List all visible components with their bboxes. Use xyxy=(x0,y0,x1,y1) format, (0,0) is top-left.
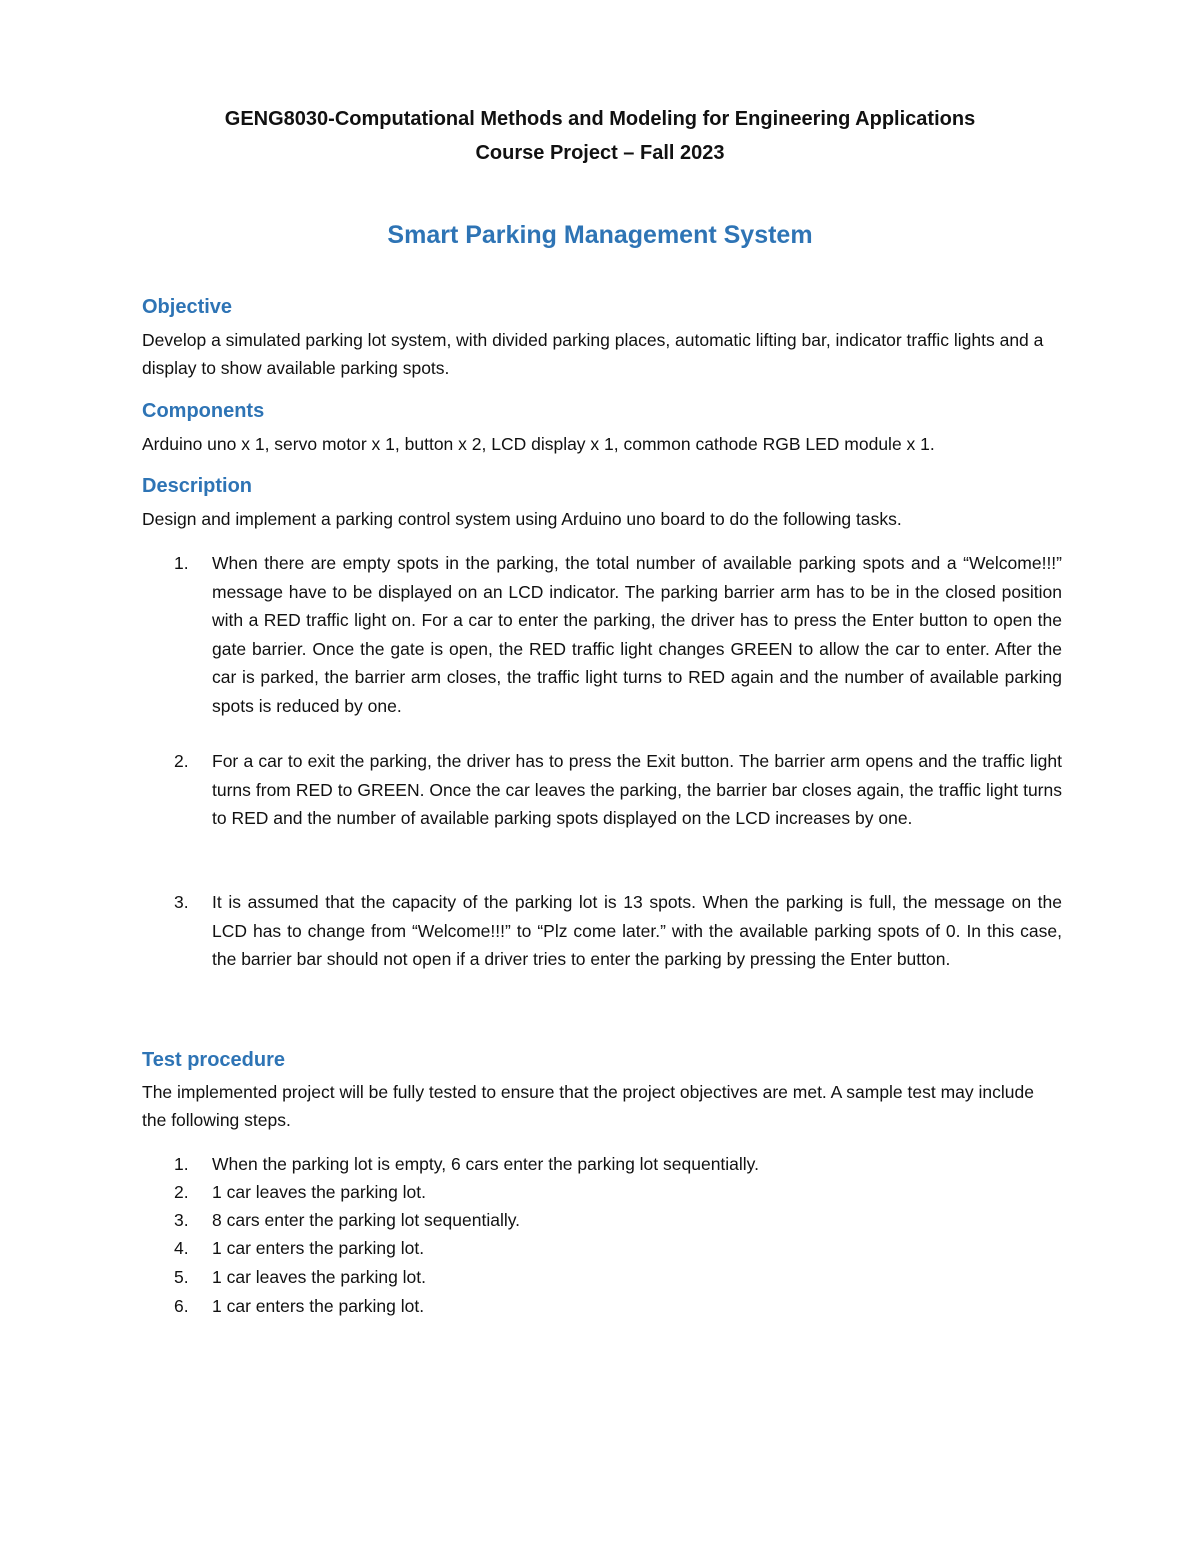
test-step xyxy=(142,1234,1062,1263)
item-text: It is assumed that the capacity of the parking lot is 13 spots. When the parking is full, the message on the LCD has to change from “Welcome!!!” to “Plz come later.” with the available parking spots of 0. In this case, the barrier bar should not open if a driver tries to enter the parking by pressing the Enter button. xyxy=(212,892,1062,969)
test-procedure-heading: Test procedure xyxy=(142,1049,285,1071)
step-text: 8 cars enter the parking lot sequentially. xyxy=(212,1210,521,1230)
step-number: 2. xyxy=(174,1182,189,1202)
item-text: For a car to exit the parking, the driver has to press the Exit button. The barrier arm opens and the traffic light turns from RED to GREEN. Once the car leaves the parking, the barrier bar closes again, the traffic light turns to RED and the number of available parking spots displayed on the LCD increases by one. xyxy=(212,751,1062,828)
test-step xyxy=(142,1150,1062,1179)
components-heading: Components xyxy=(142,400,265,422)
description-item xyxy=(142,549,1062,720)
test-step xyxy=(142,1292,1062,1321)
description-intro: Design and implement a parking control system using Arduino uno board to do the following tasks. xyxy=(142,509,902,529)
step-text: 1 car enters the parking lot. xyxy=(212,1296,425,1316)
step-number: 3. xyxy=(174,1210,189,1230)
test-step xyxy=(142,1178,1062,1207)
project-term: Course Project – Fall 2023 xyxy=(475,142,725,164)
step-text: 1 car enters the parking lot. xyxy=(212,1238,425,1258)
objective-text: Develop a simulated parking lot system, with divided parking places, automatic lifting bar, indicator traffic lights and a display to show available parking spots. xyxy=(142,330,1044,378)
test-step xyxy=(142,1263,1062,1292)
item-number: 3. xyxy=(174,892,189,912)
step-text: 1 car leaves the parking lot. xyxy=(212,1267,427,1287)
description-item xyxy=(142,747,1062,833)
course-title: GENG8030-Computational Methods and Modeling for Engineering Applications xyxy=(224,108,976,130)
step-number: 1. xyxy=(174,1154,189,1174)
step-number: 4. xyxy=(174,1238,189,1258)
item-number: 1. xyxy=(174,553,189,573)
description-heading: Description xyxy=(142,475,253,497)
step-number: 6. xyxy=(174,1296,189,1316)
document-title: Smart Parking Management System xyxy=(387,221,813,249)
test-procedure-intro: The implemented project will be fully tested to ensure that the project objectives are met. A sample test may include the following steps. xyxy=(142,1082,1034,1130)
step-text: When the parking lot is empty, 6 cars enter the parking lot sequentially. xyxy=(212,1154,759,1174)
objective-heading: Objective xyxy=(142,296,233,318)
step-number: 5. xyxy=(174,1267,189,1287)
item-number: 2. xyxy=(174,751,189,771)
components-text: Arduino uno x 1, servo motor x 1, button x 2, LCD display x 1, common cathode RGB LED module x 1. xyxy=(142,434,935,454)
step-text: 1 car leaves the parking lot. xyxy=(212,1182,427,1202)
description-item xyxy=(142,888,1062,974)
test-step xyxy=(142,1206,1062,1235)
item-text: When there are empty spots in the parking, the total number of available parking spots and a “Welcome!!!” message have to be displayed on an LCD indicator. The parking barrier arm has to be in the closed position with a RED traffic light on. For a car to enter the parking, the driver has to press the Enter button to open the gate barrier. Once the gate is open, the RED traffic light changes GREEN to allow the car to enter. After the car is parked, the barrier arm closes, the traffic light turns to RED again and the number of available parking spots is reduced by one. xyxy=(212,553,1062,716)
